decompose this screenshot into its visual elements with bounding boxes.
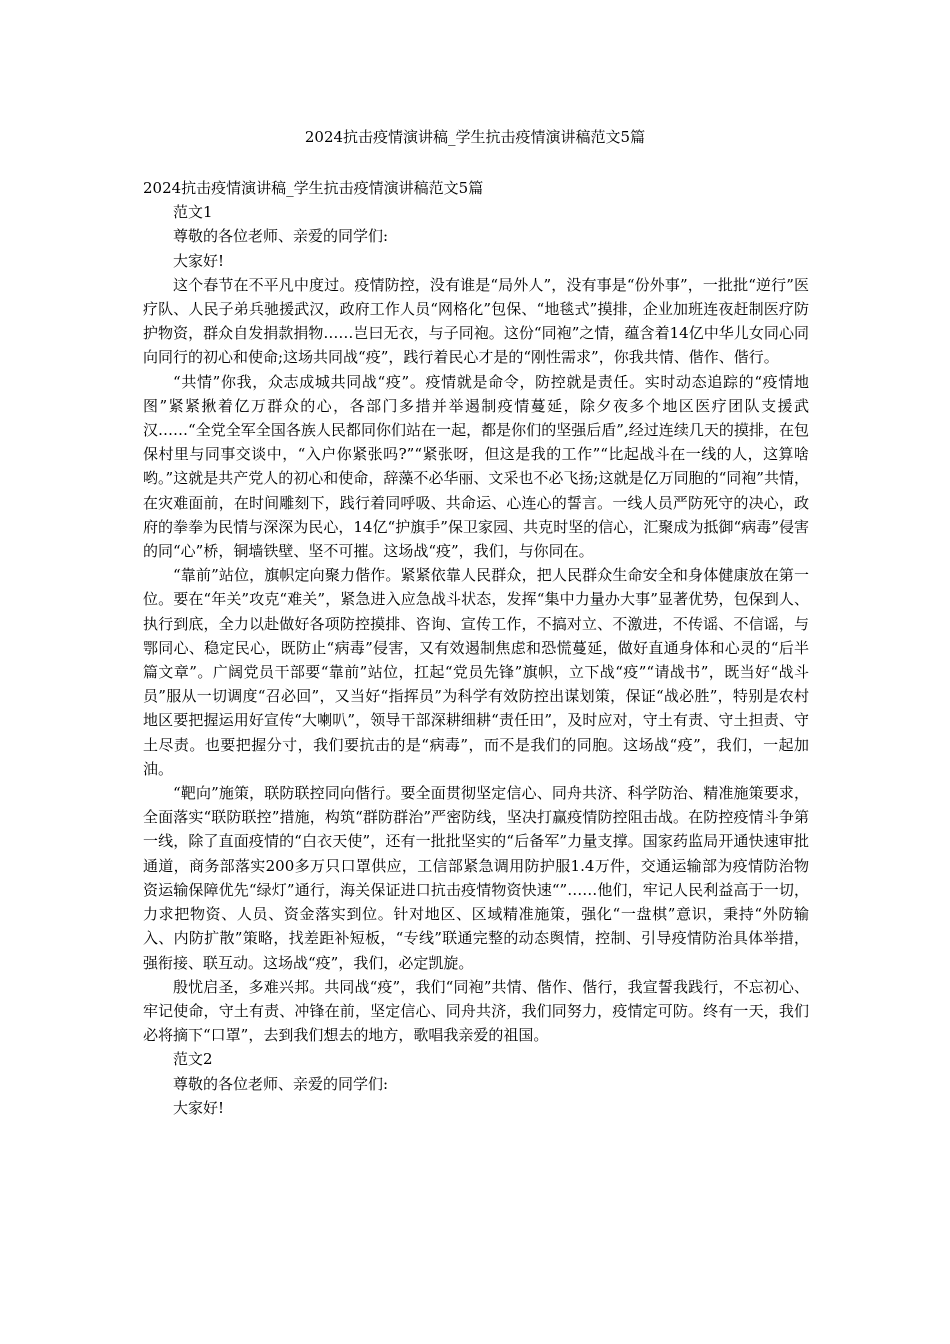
document-title: 2024抗击疫情演讲稿_学生抗击疫情演讲稿范文5篇 (304, 128, 646, 146)
greeting: 大家好! (173, 1098, 225, 1117)
body-paragraph: 殷忧启圣，多难兴邦。共同战“疫”，我们“同袍”共情、偕作、偕行，我宣誓我践行，不忘初心、牢记使命，守土有责、冲锋在前，坚定信心、同舟共济，我们同努力，疫情定可防。终有一天，我们必将摘下“口罩”，去到我们想去的地方，歌唱我亲爱的祖国。 (143, 977, 809, 1045)
body-paragraph: 这个春节在不平凡中度过。疫情防控，没有谁是“局外人”，没有事是“份外事”，一批批“逆行”医疗队、人民子弟兵驰援武汉，政府工作人员“网格化”包保、“地毯式”摸排，企业加班连夜赶制医疗防护物资，群众自发捐款捐物……岂曰无衣，与子同袍。这份“同袍”之情，蕴含着14亿中华儿女同心同向同行的初心和使命;这场共同战“疫”，践行着民心才是的“刚性需求”，你我共情、偕作、偕行。 (143, 275, 809, 367)
body-paragraph: “共情”你我，众志成城共同战“疫”。疫情就是命令，防控就是责任。实时动态追踪的“疫情地图”紧紧揪着亿万群众的心，各部门多措并举遏制疫情蔓延，除夕夜多个地区医疗团队支援武汉……“全党全军全国各族人民都同你们站在一起，都是你们的坚强后盾”,经过连续几天的摸排，在包保村里与同事交谈中，“入户你紧张吗?”“紧张呀，但这是我的工作”“比起战斗在一线的人，这算啥哟。”这就是共产党人的初心和使命，辞藻不必华丽、文采也不必飞扬;这就是亿万同胞的“同袍”共情，在灾难面前，在时间雕刻下，践行着同呼吸、共命运、心连心的誓言。一线人员严防死守的决心，政府的拳拳为民情与深深为民心，14亿“护旗手”保卫家园、共克时坚的信心，汇聚成为抵御“病毒”侵害的同“心”桥，铜墙铁壁、坚不可摧。这场战“疫”，我们，与你同在。 (143, 372, 809, 561)
salutation: 尊敬的各位老师、亲爱的同学们: (173, 1074, 389, 1093)
body-paragraph: “靶向”施策，联防联控同向偕行。要全面贯彻坚定信心、同舟共济、科学防治、精准施策要求，全面落实“联防联控”措施，构筑“群防群治”严密防线，坚决打赢疫情防控阻击战。在防控疫情斗争第一线，除了直面疫情的“白衣天使”，还有一批批坚实的“后备军”力量支撑。国家药监局开通快速审批通道，商务部落实200多万只口罩供应，工信部紧急调用防护服1.4万件，交通运输部为疫情防治物资运输保障优先“绿灯”通行，海关保证进口抗击疫情物资快速“”……他们，牢记人民利益高于一切，力求把物资、人员、资金落实到位。针对地区、区域精准施策，强化“一盘棋”意识，秉持“外防输入、内防扩散”策略，找差距补短板，“专线”联通完整的动态舆情，控制、引导疫情防治具体举措，强衔接、联互动。这场战“疫”，我们，必定凯旋。 (143, 784, 809, 972)
salutation: 尊敬的各位老师、亲爱的同学们: (173, 227, 389, 246)
section-label: 范文2 (173, 1050, 213, 1069)
section-label: 范文1 (173, 203, 213, 222)
document-heading: 2024抗击疫情演讲稿_学生抗击疫情演讲稿范文5篇 (143, 179, 484, 197)
body-paragraph: “靠前”站位，旗帜定向聚力偕作。紧紧依靠人民群众，把人民群众生命安全和身体健康放在第一位。要在“年关”攻克“难关”，紧急进入应急战斗状态，发挥“集中力量办大事”显著优势，包保到人、执行到底，全力以赴做好各项防控摸排、咨询、宣传工作，不搞对立、不激进，不传谣、不信谣，与鄂同心、稳定民心，既防止“病毒”侵害，又有效遏制焦虑和恐慌蔓延，做好直通身体和心灵的“后半篇文章”。广阔党员干部要“靠前”站位，扛起“党员先锋”旗帜，立下战“疫”“请战书”，既当好“战斗员”服从一切调度“召必回”，又当好“指挥员”为科学有效防控出谋划策，保证“战必胜”，特别是农村地区要把握运用好宣传“大喇叭”，领导干部深耕细耕“责任田”，及时应对，守土有责、守土担责、守土尽责。也要把握分寸，我们要抗击的是“病毒”，而不是我们的同胞。这场战“疫”，我们，一起加油。 (143, 566, 809, 778)
greeting: 大家好! (173, 251, 225, 270)
document-body (143, 176, 809, 1120)
